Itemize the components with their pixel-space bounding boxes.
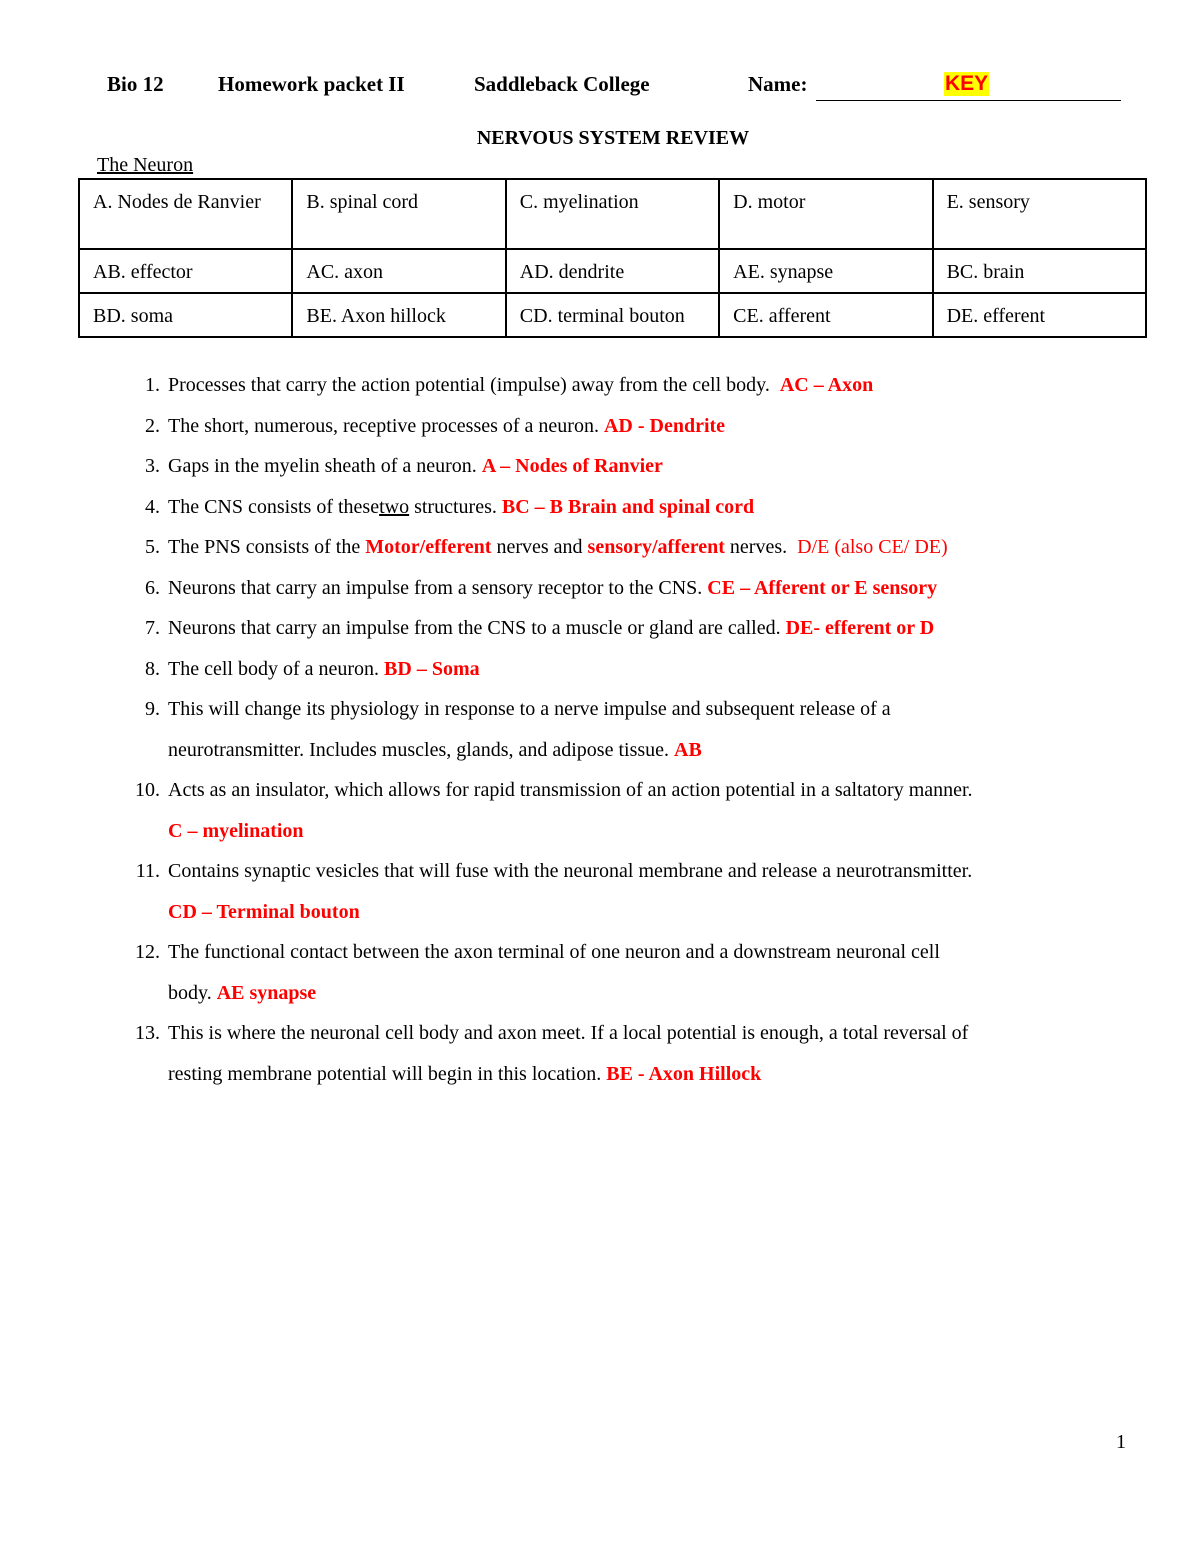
question-text: structures. [414, 495, 497, 518]
question-text: neurotransmitter. Includes muscles, glands, and adipose tissue. [168, 738, 670, 761]
table-cell: AC. axon [292, 249, 505, 293]
question-item [145, 487, 1158, 528]
question-item [145, 649, 1158, 690]
answer-text: sensory/afferent [587, 536, 725, 558]
answer-text: C – myelination [168, 819, 304, 842]
question-item [135, 932, 1158, 1013]
question-number: 11. [135, 860, 160, 882]
question-text: resting membrane potential will begin in this location. [168, 1062, 602, 1085]
table-cell: CE. afferent [719, 293, 932, 337]
question-item [145, 446, 1158, 487]
table-cell: C. myelination [506, 179, 719, 249]
packet-label: Homework packet II [218, 72, 405, 96]
table-cell: AB. effector [79, 249, 292, 293]
course-label: Bio 12 [107, 72, 164, 96]
answer-text: CE – Afferent or E sensory [707, 576, 938, 599]
question-item [135, 1013, 1158, 1094]
answer-text: D/E (also CE/ DE) [797, 536, 948, 558]
question-number: 12. [135, 941, 160, 963]
question-text: Contains synaptic vesicles that will fuse with the neuronal membrane and release a neurotransmitter. [168, 860, 973, 882]
table-cell: BE. Axon hillock [292, 293, 505, 337]
table-cell: AE. synapse [719, 249, 932, 293]
answer-text: A – Nodes of Ranvier [481, 455, 663, 477]
question-text: This is where the neuronal cell body and axon meet. If a local potential is enough, a total reversal of [168, 1022, 969, 1044]
answer-text: AD - Dendrite [603, 414, 726, 437]
answer-text: BD – Soma [384, 657, 480, 680]
table-cell: AD. dendrite [506, 249, 719, 293]
question-number: 4. [145, 495, 160, 518]
question-number: 2. [145, 414, 160, 437]
question-item [145, 568, 1158, 609]
answer-text: BC – B Brain and spinal cord [501, 495, 755, 518]
table-row [79, 293, 1146, 337]
name-label: Name: [748, 72, 808, 96]
question-number: 7. [145, 617, 160, 639]
question-number: 6. [145, 576, 160, 599]
table-row [79, 179, 1146, 249]
table-cell: CD. terminal bouton [506, 293, 719, 337]
question-number: 13. [135, 1022, 160, 1044]
question-item [135, 851, 1158, 932]
name-field [816, 72, 1121, 101]
question-text: The cell body of a neuron. [168, 657, 380, 680]
question-text: Acts as an insulator, which allows for rapid transmission of an action potential in a saltatory manner. [168, 779, 973, 801]
question-text: Neurons that carry an impulse from the CNS to a muscle or gland are called. [168, 617, 781, 639]
section-heading: The Neuron [97, 154, 194, 176]
question-item [145, 527, 1158, 568]
question-text: body. [168, 981, 212, 1004]
question-text: nerves. [729, 536, 788, 558]
question-text: The CNS consists of these [168, 495, 380, 518]
table-cell: DE. efferent [933, 293, 1146, 337]
question-text: The PNS consists of the [168, 536, 361, 558]
question-text: This will change its physiology in response to a nerve impulse and subsequent release of a [168, 698, 891, 720]
table-cell: A. Nodes de Ranvier [79, 179, 292, 249]
answer-text: DE- efferent or D [785, 617, 935, 639]
underlined-text: two [379, 495, 410, 518]
question-item [145, 689, 1158, 770]
page-header [107, 72, 1127, 104]
answer-text: AE synapse [216, 981, 317, 1004]
college-label: Saddleback College [474, 72, 650, 96]
question-text: Gaps in the myelin sheath of a neuron. [168, 455, 477, 477]
question-number: 3. [145, 455, 160, 477]
table-cell: B. spinal cord [292, 179, 505, 249]
document-title: NERVOUS SYSTEM REVIEW [476, 127, 750, 149]
answer-text: AB [674, 738, 702, 761]
question-text: The short, numerous, receptive processes of a neuron. [168, 414, 599, 437]
answer-key-badge: KEY [945, 72, 989, 95]
question-text: nerves and [496, 536, 583, 558]
table-cell: D. motor [719, 179, 932, 249]
question-item [145, 365, 1158, 406]
table-cell: BD. soma [79, 293, 292, 337]
page-number: 1 [1116, 1431, 1126, 1453]
question-item [135, 770, 1158, 851]
question-number: 5. [145, 536, 160, 558]
question-number: 10. [135, 779, 160, 801]
answer-text: AC – Axon [779, 374, 874, 396]
question-item [145, 608, 1158, 649]
answer-text: CD – Terminal bouton [168, 900, 360, 923]
question-number: 8. [145, 657, 160, 680]
answer-text: Motor/efferent [365, 536, 492, 558]
table-cell: E. sensory [933, 179, 1146, 249]
question-number: 1. [145, 374, 160, 396]
question-text: Neurons that carry an impulse from a sensory receptor to the CNS. [168, 576, 703, 599]
answer-text: BE - Axon Hillock [606, 1062, 762, 1085]
question-item [145, 406, 1158, 447]
table-row [79, 249, 1146, 293]
question-text: Processes that carry the action potential (impulse) away from the cell body. [168, 374, 770, 396]
question-number: 9. [145, 698, 160, 720]
question-list [135, 365, 1158, 1094]
question-text: The functional contact between the axon terminal of one neuron and a downstream neuronal cell [168, 941, 940, 963]
table-cell: BC. brain [933, 249, 1146, 293]
term-bank-table [78, 178, 1147, 338]
